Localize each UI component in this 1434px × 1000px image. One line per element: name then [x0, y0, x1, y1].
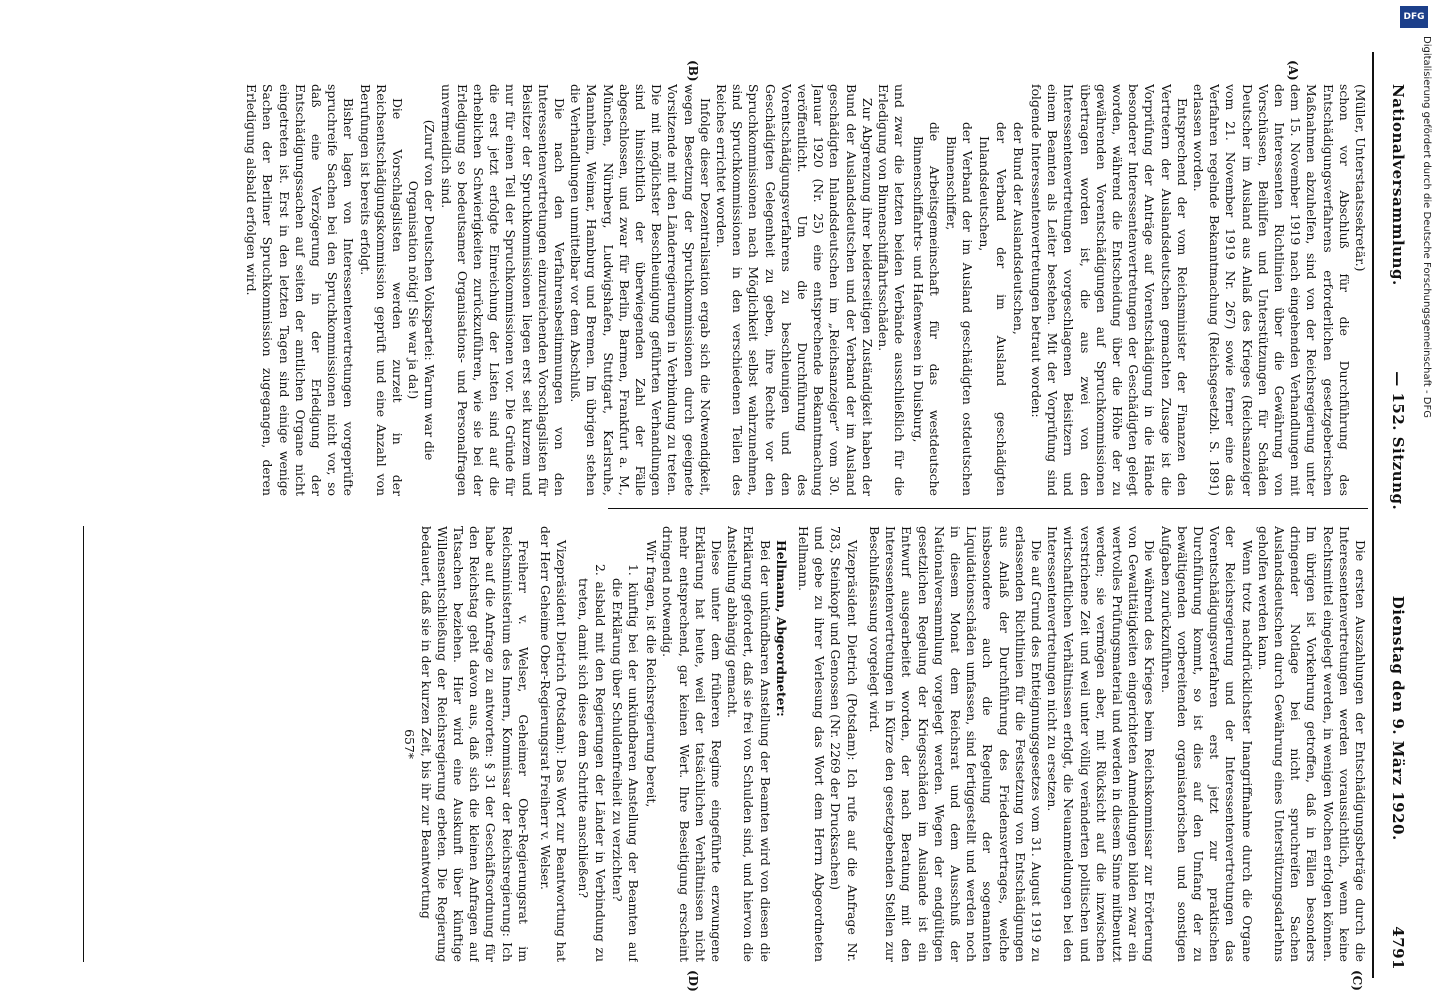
list-item: der Verband der im Ausland geschädigten Inlandsdeutschen, [977, 122, 1009, 496]
interjection: (Zuruf von der Deutschen Volkspartei: Warum war die Organisation nötig! Sie war ja da!) [406, 119, 438, 461]
header-page-number: 4791 [1389, 926, 1407, 970]
paragraph: Freiherr v. Welser, Geheimer Ober-Regierungsrat im Reichsministerium des Innern, Kommissar der Reichsregierung: Ich habe auf die Anfrage zu antworten: § 31 der Geschäftsordnung für den Reichstag geht davon aus, daß sich die kleinen Anfragen auf Tatsachen beziehen. Hier wird eine Auskunft über künftige Willensentschließung der Reichsregierung erbeten. Die Regierung bedauert, daß sie in der kurzen Zeit, bis ihr zur Beantwortung [418, 526, 531, 962]
list-item: 2. alsbald mit den Regierungen der Länder in Verbindung zu treten, damit sich diese dem Schritte anschließen? [576, 564, 608, 962]
header-date: Dienstag den 9. März 1920. [1389, 595, 1407, 841]
dfg-logo: DFG [1400, 6, 1428, 28]
speaker-hellmann: Hellmann, Abgeordneter: [773, 540, 789, 717]
margin-mark-d: (D) [686, 970, 700, 992]
association-list [909, 84, 1025, 496]
margin-mark-b: (B) [686, 60, 700, 82]
paragraph: schon vor Abschluß für die Durchführung des Entschädigungsverfahrens erforderlichen gesetzgeberischen Maßnahmen abzuhelfen, sind von der Reichsregierung unter dem 15. November 1919 nach eingehenden Verhandlungen mit den Interessenten Richtlinien über die Gewährung von Vorschüssen, Beihilfen und Unterstützungen für Schäden Deutscher im Ausland aus Anlaß des Krieges (Reichsanzeiger vom 21. November 1919 Nr. 267) sowie ferner eine das Verfahren regelnde Bekanntmachung (Reichsgesetzbl. S. 1891) erlassen worden. [1190, 84, 1352, 496]
vice-president-call: Vizepräsident Dietrich (Potsdam): Ich rufe auf die Anfrage Nr. 783, Steinkopf und Genossen (Nr. 2269 der Drucksachen) [828, 526, 860, 962]
right-column [58, 526, 1368, 962]
paragraph: Diese unter dem früheren Regime eingeführte erzwungene Erklärung hat heute, weil der tatsächlichen Verhältnissen nicht mehr entsprechend, gar keinen Wert. Ihre Beseitigung erscheint dringend notwendig. [660, 526, 725, 962]
newspaper-sheet [35, 12, 1420, 992]
column-end-rule [83, 526, 84, 962]
paragraph: Bei der unkündbaren Anstellung der Beamten wird von diesen die Erklärung gefordert, daß sie frei von Schulden sind, und hiervon die Anstellung abhängig gemacht. [725, 526, 773, 962]
paragraph: Die Vorschlagslisten werden zurzeit in der Reichsentschädigungskommission geprüft und eine Anzahl von Berufungen ist bereits erfolgt. [357, 84, 406, 496]
paragraph: Zur Abgrenzung ihrer beiderseitigen Zuständigkeit haben der Bund der Auslandsdeutschen und der Verband der im Ausland geschädigten Inlandsdeutschen im „Reichsanzeiger“ vom 30. Januar 1920 (Nr. 25) eine entsprechende Bekanntmachung veröffentlicht. Um die Durchführung des Vorentschädigungsverfahrens zu beschleunigen und den Geschädigten Gelegenheit zu geben, ihre Rechte vor den Spruchkommissionen nach Möglichkeit selbst wahrzunehmen, sind Spruchkommissionen in den verschiedenen Teilen des Reiches errichtet worden. [714, 84, 875, 496]
paragraph: Entsprechend der vom Reichsminister der Finanzen den Vertretern der Auslandsdeutschen gemachten Zusage ist die Vorprüfung der Anträge auf Vorentschädigung in die Hände besonderer Interessentenvertretungen der Geschädigten gelegt worden, während die Entscheidung über die Höhe der zu gewährenden Vorentschädigungen auf Spruchkommissionen übertragen worden ist, die aus zwei von den Interessentenvertretungen vorgeschlagenen Beisitzern und einem Beamten als Leiter bestehen. Mit der Vorprüfung sind folgende Interessentenvertretungen betraut worden: [1028, 84, 1190, 496]
vice-president-call: Vizepräsident Dietrich (Potsdam): Das Wort zur Beantwortung hat der Herr Geheime Ober-Regierungsrat Freiherr v. Welser. [538, 526, 570, 962]
margin-mark-c: (C) [1350, 970, 1364, 991]
list-item: der Verband der im Ausland geschädigten ostdeutschen Binnenschiffer, [943, 122, 976, 496]
list-item: die Arbeitsgemeinschaft für das westdeutsche Binnenschiffahrts- und Hafenwesen in Duisburg, [910, 122, 942, 496]
paragraph: Die nach den Verfahrensbestimmungen von den Interessentenvertretungen einzureichenden Vorschlagslisten für Beisitzer der Spruchkommissionen liegen erst seit kurzem und nur für einen Teil der Spruchkommissionen vor. Die Gründe für die erst jetzt erfolgte Einreichung der Listen sind auf die erheblichen Schwierigkeiten zurückzuführen, wie sie bei der Erledigung so bedeutsamer Organisations- und Personalfragen unvermeidlich sind. [438, 84, 568, 496]
margin-mark-a: (A) [1286, 60, 1300, 81]
paragraph: und gebe zu ihrer Verlesung das Wort dem Herrn Abgeordneten Hellmann. [796, 526, 828, 962]
paragraph: Wir fragen, ist die Reichsregierung bereit, [644, 540, 660, 808]
header-session: — 152. Sitzung. [1389, 371, 1407, 511]
list-item: der Bund der Auslandsdeutschen, [1010, 122, 1026, 335]
paragraph: Bisher lagen von Interessentenvertretungen vorgeprüfte spruchreife Sachen bei den Spruchkommissionen nicht vor, so daß eine Verzögerung in der Erledigung der Entschädigungssachen auf seiten der amtlichen Organe nicht eingetreten ist. Erst in den letzten Tagen sind einige wenige Sachen der Berliner Spruchkommission zugegangen, deren Erledigung alsbald erfolgen wird. [244, 84, 357, 496]
left-column [58, 84, 1368, 496]
header-publication: Nationalversammlung. [1389, 84, 1407, 286]
page-header [1376, 84, 1420, 970]
paragraph: Die während des Krieges beim Reichskommissar zur Erörterung von Gewalttätigkeiten eingerichteten Anmeldungen bilden zwar ein wertvolles Prüfungsmaterial und werden in diesem Sinne mitbenutzt werden; sie vermögen aber, mit Rücksicht auf die inzwischen verstrichene Zeit und weil unter völlig veränderten politischen und wirtschaftlichen Verhältnissen erfolgt, die Neuanmeldungen bei den Interessentenvertretungen nicht zu ersetzen. [1045, 526, 1158, 962]
paragraph: Die auf Grund des Entteignungsgesetzes vom 31. August 1919 zu erlassenden Richtlinien für die Festsetzung von Entschädigungen aus Anlaß der Durchführung des Friedensvertrages, welche insbesondere auch die Regelung der sogenannten Liquidationsschäden umfassen, sind fertiggestellt und werden noch in diesem Monat dem Reichsrat und dem Ausschuß der Nationalversammlung vorgelegt werden. Wegen der endgültigen gesetzlichen Regelung der Kriegsschäden im Auslande ist ein Entwurf ausgearbeitet worden, der nach Beratung mit den Interessentenvertretungen in Kürze den gesetzgebenden Stellen zur Beschlußfassung vorgelegt wird. [866, 526, 1044, 962]
paragraph: Infolge dieser Dezentralisation ergab sich die Notwendigkeit, wegen Besetzung der Spruchkommissionen durch geeignete Vorsitzende mit den Länderregierungen in Verbindung zu treten. Die mit möglichster Beschleunigung geführten Verhandlungen sind hinsichtlich der überwiegenden Zahl der Fälle abgeschlossen, und zwar für Berlin, Barmen, Frankfurt a. M., München, Nürnberg, Ludwigshafen, Stuttgart, Karlsruhe, Mannheim, Weimar, Hamburg und Bremen. Im übrigen stehen die Verhandlungen unmittelbar vor dem Abschluß. [568, 84, 713, 496]
paragraph: Die ersten Auszahlungen der Entschädigungsbeträge durch die Interessentenvertretungen werden voraussichtlich, wenn keine Rechtsmittel eingelegt werden, in wenigen Wochen erfolgen können. Im übrigen ist Vorkehrung getroffen, daß in Fällen besonders dringender Notlage bei nicht spruchreifen Sachen Auslandsdeutschen durch Gewährung eines Unterstützungsdarlehns geholfen werden kann. [1255, 526, 1368, 962]
header-rule [1372, 52, 1374, 978]
list-item: 1. künftig bei der unkündbaren Anstellung der Beamten auf die Erklärung über Schuldenfreiheit zu verzichten? [609, 564, 642, 962]
paragraph: und zwar die letzten beiden Verbände ausschließlich für die Erledigung von Binnenschiffahrtsschäden. [876, 84, 908, 496]
signature-mark: 657* [402, 729, 418, 759]
paragraph: Wenn trotz nachdrücklichster Inangriffnahme durch die Organe der Reichsregierung und der Interessentenvertretungen das Vorentschädigungsverfahren erst jetzt zur praktischen Durchführung kommt, so ist dies auf den Umfang der zu bewältigenden vorbereitenden organisatorischen und sonstigen Aufgaben zurückzuführen. [1158, 526, 1255, 962]
question-list [575, 526, 641, 962]
speaker-line: (Müller, Unterstaatssekretär.) [1353, 84, 1368, 272]
digitization-credit: Digitalisierung gefördert durch die Deutsche Forschungsgemeinschaft - DFG [1421, 36, 1432, 419]
column-divider [608, 508, 1368, 509]
